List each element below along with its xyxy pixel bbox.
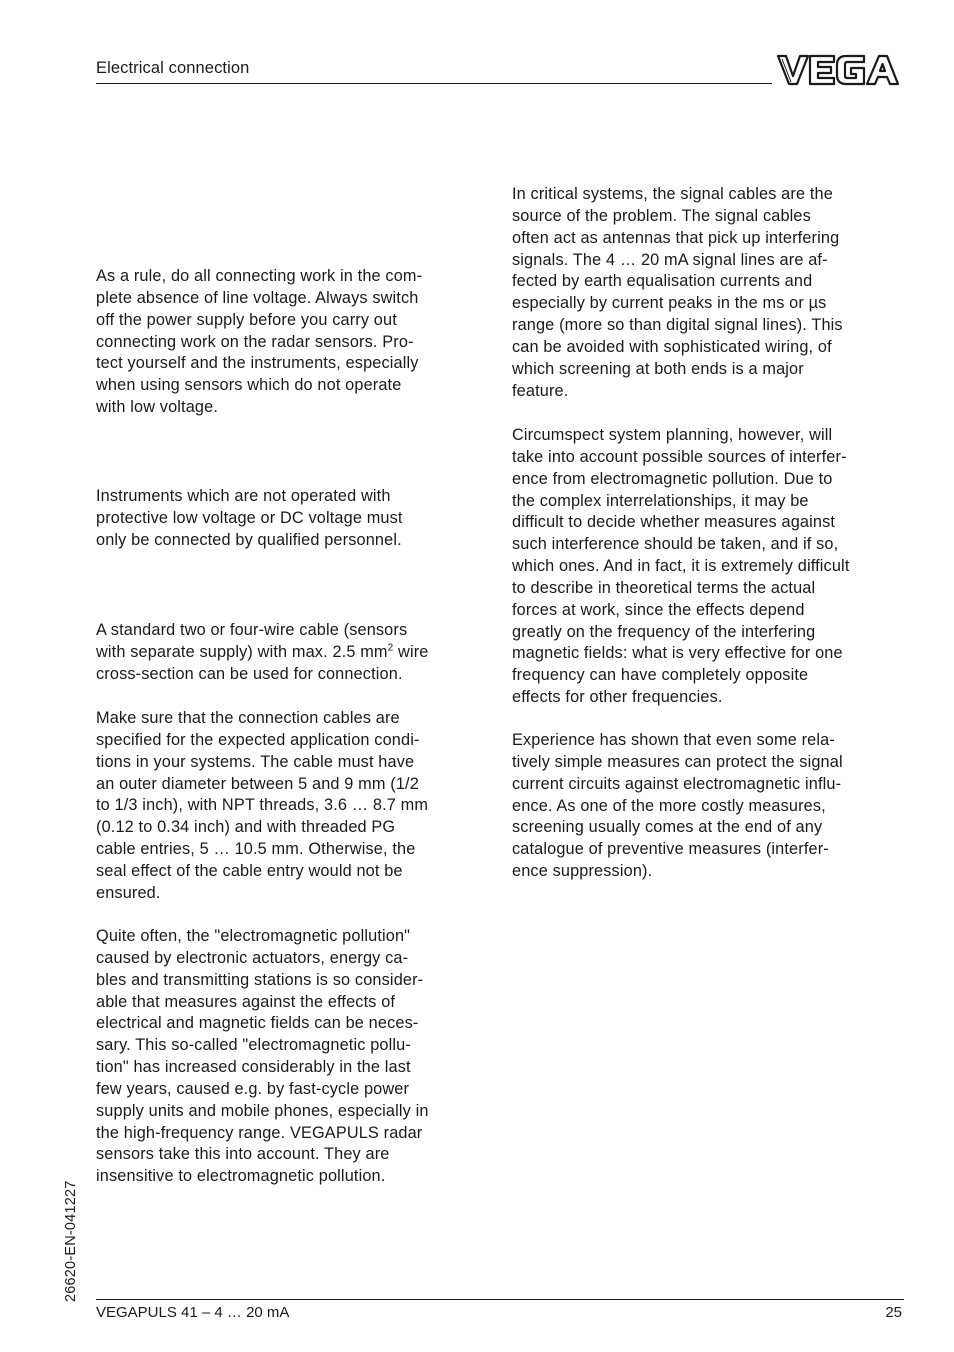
paragraph-line-voltage: As a rule, do all connecting work in the com- plete absence of line voltage. Always switch off the power supply before you carry out connecting work on the radar sensors. Pro- tect yourself and the instruments, especially when using sensors which do not operate with low voltage.: [96, 267, 423, 417]
paragraph-electromagnetic-pollution: Quite often, the "electromagnetic pollution" caused by electronic actuators, energy ca- bles and transmitting stations is so consider- able that measures against the effects of electrical and magnetic fields can be neces- sary. This so-called "electromagnetic pollu- tion" has increased considerably in the last few years, caused e.g. by fast-cycle power supply units and mobile phones, especially in the high-frequency range. VEGAPULS radar sensors take this into account. They are insensitive to electromagnetic pollution.: [96, 927, 429, 1186]
superscript-2: 2: [387, 642, 394, 654]
cable-text-before: A standard two or four-wire cable (sensors with separate supply) with max. 2.5 mm: [96, 621, 408, 661]
paragraph-signal-cables: In critical systems, the signal cables are the source of the problem. The signal cables often act as antennas that pick up interfering signals. The 4 … 20 mA signal lines are af- fected by earth equalisation currents and especially by current peaks in the ms or µs range (more so than digital signal lines). This can be avoided with sophisticated wiring, of which screening at both ends is a major feature.: [512, 185, 843, 400]
paragraph-qualified-personnel: Instruments which are not operated with protective low voltage or DC voltage must only be connected by qualified personnel.: [96, 487, 403, 549]
paragraph-cable-cross-section: [96, 620, 488, 686]
paragraph-system-planning: Circumspect system planning, however, will take into account possible sources of interfer- ence from electromagnetic pollution. Due to the complex interrelationships, it may be difficult to decide whether measures against such interference should be taken, and if so, which ones. And in fact, it is extremely difficult to describe in theoretical terms the actual forces at work, since the effects depend greatly on the frequency of the interfering magnetic fields: what is very effective for one frequency can have completely opposite effects for other frequencies.: [512, 426, 850, 707]
paragraph-simple-measures: Experience has shown that even some rela- tively simple measures can protect the signal current circuits against electromagnetic influ- ence. As one of the more costly measures, screening usually comes at the end of any catalogue of preventive measures (interfer- ence suppression).: [512, 731, 843, 881]
cable-text-after: wire cross-section can be used for connection.: [96, 642, 429, 683]
footer-rule: [96, 1299, 904, 1300]
side-document-id: 26620-EN-041227: [63, 1180, 79, 1302]
section-title: Electrical connection: [96, 59, 250, 77]
page-number: 25: [885, 1304, 902, 1321]
vega-logo: [776, 52, 900, 88]
paragraph-cable-specification: Make sure that the connection cables are specified for the expected application condi- tions in your systems. The cable must have an outer diameter between 5 and 9 mm (1/2 to 1/3 inch), with NPT threads, 3.6 … 8.7 mm (0.12 to 0.34 inch) and with threaded PG cable entries, 5 … 10.5 mm. Otherwise, the seal effect of the cable entry would not be ensured.: [96, 709, 429, 902]
footer-product: VEGAPULS 41 – 4 … 20 mA: [96, 1304, 290, 1321]
header-rule: [96, 83, 772, 84]
